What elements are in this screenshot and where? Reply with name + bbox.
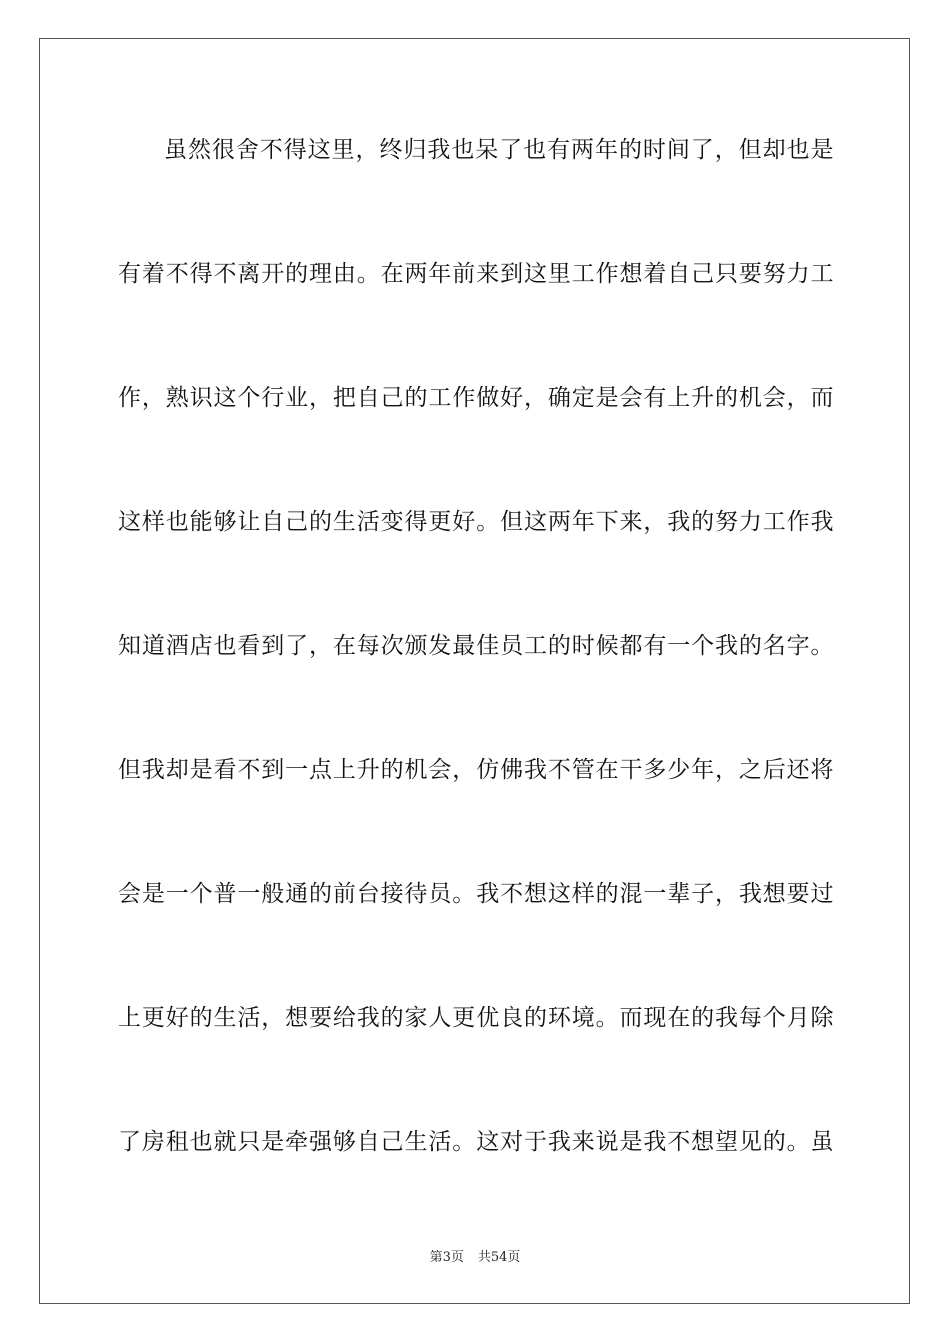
paragraph-line: 这样也能够让自己的生活变得更好。但这两年下来，我的努力工作我 [118,509,834,535]
paragraph-line: 会是一个普一般通的前台接待员。我不想这样的混一辈子，我想要过 [118,881,834,907]
paragraph-line: 知道酒店也看到了，在每次颁发最佳员工的时候都有一个我的名字。 [118,633,834,659]
total-pages: 共54页 [477,1250,521,1265]
page-footer [0,1246,950,1265]
page-number: 第3页 [429,1250,464,1265]
paragraph-line: 上更好的生活，想要给我的家人更优良的环境。而现在的我每个月除 [118,1005,834,1031]
page-border [39,38,910,1304]
paragraph-line: 了房租也就只是牵强够自己生活。这对于我来说是我不想望见的。虽 [118,1129,834,1155]
paragraph-line: 作，熟识这个行业，把自己的工作做好，确定是会有上升的机会，而 [118,385,834,411]
paragraph-line: 但我却是看不到一点上升的机会，仿佛我不管在干多少年，之后还将 [118,757,834,783]
paragraph-line: 有着不得不离开的理由。在两年前来到这里工作想着自己只要努力工 [118,261,834,287]
paragraph-line: 虽然很舍不得这里，终归我也呆了也有两年的时间了，但却也是 [164,137,834,163]
